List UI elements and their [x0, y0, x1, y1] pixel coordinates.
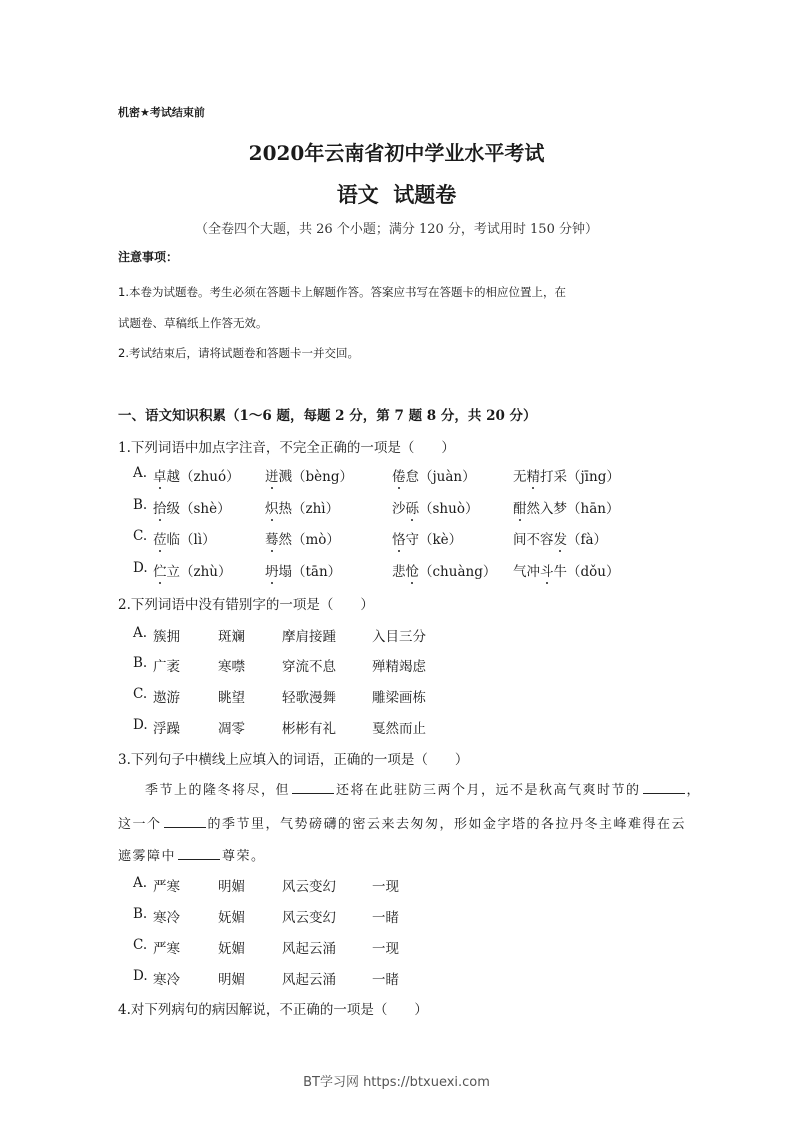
- question-1-stem: 1.下列词语中加点字注音，不完全正确的一项是（ ）: [118, 440, 455, 456]
- option-label: C.: [133, 528, 148, 544]
- passage-text: 遮雾障中: [118, 849, 177, 864]
- option-label: C.: [133, 937, 148, 953]
- item-text: 无: [513, 469, 527, 485]
- option-item: 浮躁: [153, 721, 180, 737]
- dotted-character: 莅: [153, 528, 167, 548]
- option-item: 穿流不息: [282, 659, 336, 675]
- dotted-character: 酣: [513, 497, 527, 517]
- item-text: 立（zhù）: [166, 564, 232, 580]
- option-item: 彬彬有礼: [282, 721, 336, 737]
- item-text: 悲: [392, 564, 406, 580]
- exam-info: （全卷四个大题，共 26 个小题；满分 120 分，考试用时 150 分钟）: [195, 222, 598, 237]
- item-text: 级（shè）: [166, 501, 231, 517]
- item-text: 沙: [392, 501, 406, 517]
- exam-subtitle: 语文 试题卷: [336, 182, 457, 207]
- option-item: 戛然而止: [372, 721, 426, 737]
- item-text: （fà）: [567, 532, 608, 548]
- blank-3: [164, 815, 206, 828]
- option-label: A.: [133, 625, 148, 641]
- notice-line-1: 1.本卷为试题卷。考生必须在答题卡上解题作答。答案应书写在答题卡的相应位置上，在: [118, 285, 566, 299]
- item-text: 临（lì）: [166, 532, 216, 548]
- option-label: A.: [133, 875, 148, 891]
- option-item: [153, 528, 216, 548]
- option-item: 摩肩接踵: [282, 629, 336, 645]
- item-text: 守（kè）: [405, 532, 463, 548]
- option-item: 一睹: [372, 910, 399, 926]
- exam-title: 2020年云南省初中学业水平考试: [248, 141, 545, 165]
- option-label: A.: [133, 465, 148, 481]
- option-item: 一睹: [372, 972, 399, 988]
- item-text: （chuàng）: [419, 564, 497, 580]
- option-item: [265, 497, 339, 517]
- option-label: B.: [133, 497, 148, 513]
- dotted-character: 发: [554, 528, 568, 548]
- dotted-character: 炽: [265, 497, 279, 517]
- option-item: [265, 560, 341, 580]
- blank-1: [292, 781, 334, 794]
- item-text: 气冲: [513, 564, 540, 580]
- notice-line-2: 试题卷、草稿纸上作答无效。: [118, 316, 268, 330]
- option-item: 眺望: [218, 690, 245, 706]
- option-item: 寒冷: [153, 910, 180, 926]
- option-item: 严寒: [153, 879, 180, 895]
- option-item: 明媚: [218, 972, 245, 988]
- option-item: 簇拥: [153, 629, 180, 645]
- option-label: D.: [133, 717, 148, 733]
- item-text: 溅（bèng）: [278, 469, 353, 485]
- blank-2: [643, 781, 685, 794]
- option-item: 轻歌漫舞: [282, 690, 336, 706]
- passage-text: 这一个: [118, 817, 162, 832]
- item-text: （shuò）: [419, 501, 479, 517]
- watermark-footer: BT学习网 https://btxuexi.com: [303, 1075, 490, 1090]
- option-item: 遨游: [153, 690, 180, 706]
- option-item: [392, 560, 496, 580]
- option-item: 殚精竭虑: [372, 659, 426, 675]
- dotted-character: 精: [527, 465, 541, 485]
- dotted-character: 砾: [406, 497, 420, 517]
- option-item: 斑斓: [218, 629, 245, 645]
- question-2-stem: 2.下列词语中没有错别字的一项是（ ）: [118, 597, 374, 613]
- option-item: 严寒: [153, 941, 180, 957]
- option-item: 雕梁画栋: [372, 690, 426, 706]
- passage-text: 尊荣。: [222, 849, 266, 864]
- option-item: [513, 497, 619, 517]
- passage-text: ，: [686, 783, 702, 798]
- option-item: [513, 560, 619, 580]
- option-item: 入目三分: [372, 629, 426, 645]
- item-text: 打采（jīng）: [540, 469, 620, 485]
- passage-text: 还将在此驻防三两个月，远不是秋高气爽时节的: [336, 783, 641, 798]
- option-item: 风云变幻: [282, 879, 336, 895]
- option-item: 风起云涌: [282, 972, 336, 988]
- option-item: [265, 465, 353, 485]
- item-text: 间不容: [513, 532, 554, 548]
- option-item: 凋零: [218, 721, 245, 737]
- option-item: [513, 528, 607, 548]
- passage-line-3: [118, 845, 266, 864]
- blank-4: [178, 847, 220, 860]
- section-heading: 一、语文知识积累（1～6 题，每题 2 分，第 7 题 8 分，共 20 分）: [118, 408, 537, 424]
- notice-heading: 注意事项：: [118, 250, 179, 264]
- option-item: [153, 560, 232, 580]
- option-item: 妩媚: [218, 941, 245, 957]
- dotted-character: 斗: [540, 560, 554, 580]
- dotted-character: 蓦: [265, 528, 279, 548]
- option-item: 寒冷: [153, 972, 180, 988]
- item-text: 越（zhuó）: [166, 469, 240, 485]
- option-item: [265, 528, 340, 548]
- option-item: [392, 528, 462, 548]
- option-item: 一现: [372, 879, 399, 895]
- dotted-character: 坍: [265, 560, 279, 580]
- item-text: 塌（tān）: [278, 564, 342, 580]
- question-4-stem: 4.对下列病句的病因解说，不正确的一项是（ ）: [118, 1002, 428, 1018]
- dotted-character: 拾: [153, 497, 167, 517]
- item-text: 然（mò）: [278, 532, 340, 548]
- option-item: [153, 497, 231, 517]
- passage-text: 的季节里，气势磅礴的密云来去匆匆，形如金字塔的各拉丹冬主峰难得在云: [207, 817, 687, 832]
- option-label: B.: [133, 655, 148, 671]
- confidential-label: 机密★考试结束前: [118, 106, 205, 119]
- notice-line-3: 2.考试结束后，请将试题卷和答题卡一并交回。: [118, 346, 359, 360]
- item-text: 热（zhì）: [278, 501, 340, 517]
- dotted-character: 恪: [392, 528, 406, 548]
- option-item: 广袤: [153, 659, 180, 675]
- option-item: [513, 465, 620, 485]
- question-3-stem: 3.下列句子中横线上应填入的词语，正确的一项是（ ）: [118, 752, 469, 768]
- item-text: 然入梦（hān）: [526, 501, 620, 517]
- option-item: [392, 497, 478, 517]
- option-item: 风起云涌: [282, 941, 336, 957]
- option-item: 明媚: [218, 879, 245, 895]
- dotted-character: 迸: [265, 465, 279, 485]
- dotted-character: 怆: [406, 560, 420, 580]
- option-label: C.: [133, 686, 148, 702]
- option-item: 寒噤: [218, 659, 245, 675]
- option-item: [392, 465, 476, 485]
- option-item: 一现: [372, 941, 399, 957]
- option-item: 风云变幻: [282, 910, 336, 926]
- option-label: D.: [133, 968, 148, 984]
- option-label: B.: [133, 906, 148, 922]
- dotted-character: 卓: [153, 465, 167, 485]
- passage-line-2: [118, 813, 686, 832]
- item-text: 牛（dǒu）: [553, 564, 620, 580]
- passage-text: 季节上的隆冬将尽，但: [145, 783, 291, 798]
- dotted-character: 倦: [392, 465, 406, 485]
- option-item: [153, 465, 240, 485]
- option-label: D.: [133, 560, 148, 576]
- option-item: 妩媚: [218, 910, 245, 926]
- dotted-character: 伫: [153, 560, 167, 580]
- passage-line-1: [145, 779, 701, 798]
- item-text: 怠（juàn）: [405, 469, 476, 485]
